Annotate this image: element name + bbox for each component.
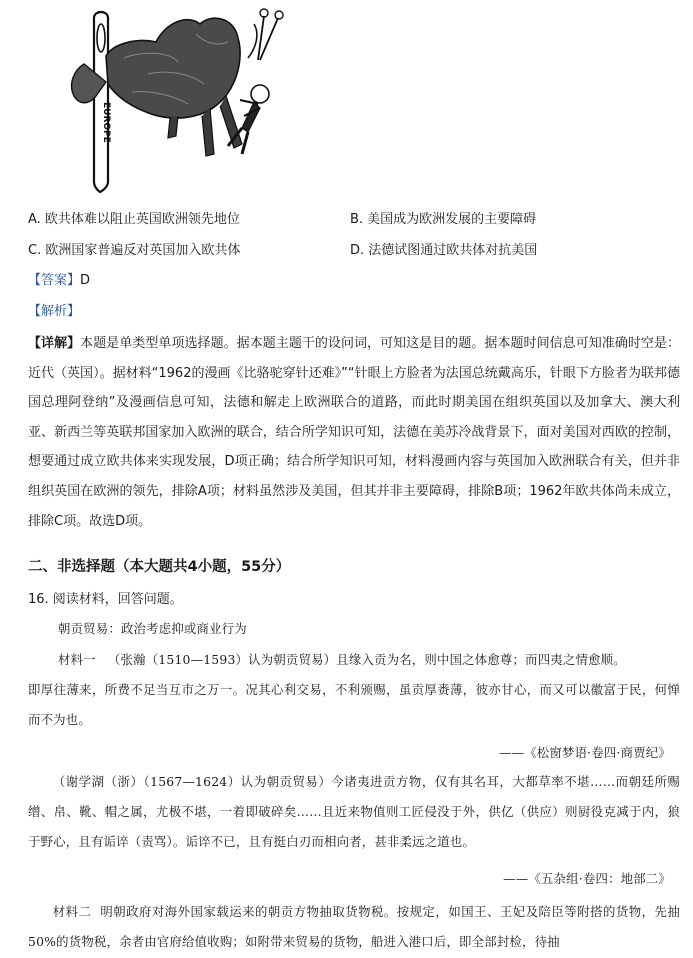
material-1b-text: （谢学湖（浙）（1567—1624）认为朝贡贸易）今诸夷进贡方物，仅有其名耳，大都草率不堪……而朝廷所赐缯、帛、靴、帽之属，尤极不堪，一着即破碎矣……且近来物值则工匠侵没于外，供亿（供应）则厨役克减于内，狼于野心，且有诟谇（责骂）。诟谇不已，且有挺白刃而相向者，甚非柔远之道也。 bbox=[28, 774, 680, 849]
material-2-label: 材料二 bbox=[52, 904, 92, 919]
section-title: 二、非选择题（本大题共4小题，55分） bbox=[28, 559, 291, 575]
material-1-source: ——《松窗梦语·卷四·商贾纪》 bbox=[499, 745, 671, 760]
material-2-text: 明朝政府对海外国家载运来的朝贡方物抽取货物税。按规定，如国王、王妃及陪臣等附搭的货物，先抽50%的货物税，余者由官府给值收购；如附带来贸易的货物，船进入港口后，即全部封检，待抽 bbox=[28, 904, 680, 949]
analysis-tag: 【解析】 bbox=[28, 304, 81, 319]
answer-value: D bbox=[80, 273, 91, 288]
option-a: A. 欧共体难以阻止英国欧洲领先地位 bbox=[28, 212, 240, 227]
material-1-line1: （张瀚（1510—1593）认为朝贡贸易）且缘入贡为名，则中国之体愈尊；而四夷之情愈顺。 bbox=[107, 652, 626, 667]
material-1-first-line bbox=[58, 651, 626, 669]
answer-line bbox=[28, 272, 90, 290]
detail-tag: 【详解】 bbox=[28, 336, 81, 351]
needle-label: EUROPE bbox=[101, 102, 111, 143]
material-1-rest: 即厚往薄来，所费不足当互市之万一。况其心利交易，不利颁赐，虽贡厚赉薄，彼亦甘心，而又可以徽富于民，何惮而不为也。 bbox=[28, 682, 680, 727]
detail-paragraph bbox=[28, 329, 680, 536]
material-1b-source: ——《五杂组·卷四：地部二》 bbox=[503, 871, 671, 886]
detail-text: 本题是单类型单项选择题。据本题主题干的设问词，可知这是目的题。据本题时间信息可知准确时空是：近代（英国）。据材料“1962的漫画《比骆驼穿针还难》”“针眼上方脸者为法国总统戴高乐，针眼下方脸者为联邦德国总理阿登纳”及漫画信息可知，法德和解走上欧洲联合的道路，而此时期美国在组织英国以及加拿大、澳大利亚、新西兰等英联邦国家加入欧洲的联合，结合所学知识可知，法德在美苏冷战背景下，面对美国对西欧的控制，想要通过成立欧共体来实现发展，D项正确；结合所学知识可知，材料漫画内容与英国加入欧洲联合有关，但并非组织英国在欧洲的领先，排除A项；材料虽然涉及美国，但其并非主要障碍，排除B项；1962年欧共体尚未成立，排除C项。故选D项。 bbox=[28, 336, 680, 529]
option-b: B. 美国成为欧洲发展的主要障碍 bbox=[350, 212, 537, 227]
answer-tag: 【答案】 bbox=[28, 273, 81, 288]
question-16: 16. 阅读材料，回答问题。 bbox=[28, 592, 183, 607]
camel-needle-cartoon bbox=[28, 4, 328, 194]
scissors-icon bbox=[258, 9, 283, 60]
needle bbox=[94, 12, 111, 192]
option-c: C. 欧洲国家普遍反对英国加入欧共体 bbox=[28, 243, 241, 258]
passage-topic: 朝贡贸易：政治考虑抑或商业行为 bbox=[58, 621, 247, 636]
material-2-paragraph bbox=[28, 897, 680, 957]
material-1-label: 材料一 bbox=[58, 652, 96, 667]
option-d: D. 法德试图通过欧共体对抗美国 bbox=[350, 243, 538, 258]
